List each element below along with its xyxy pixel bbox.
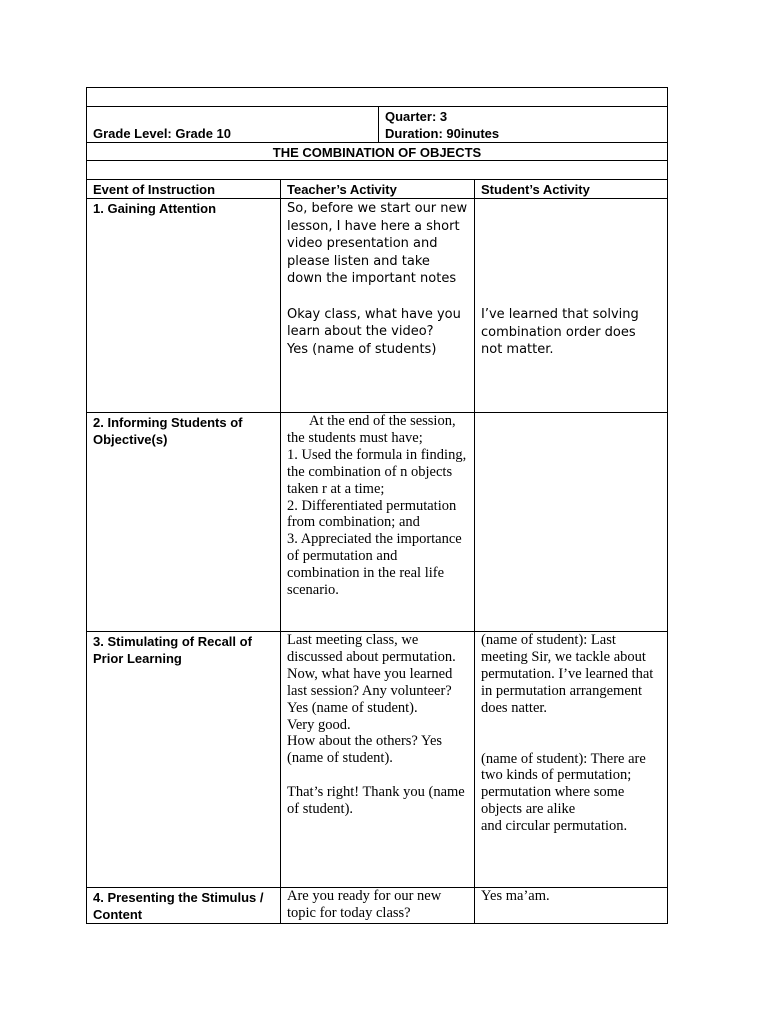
student-text: I’ve learned that solving combination order does not matter. [481,307,643,358]
table-row-4-teacher [280,887,475,924]
table-row-4-student [474,887,668,924]
event-label: 3. Stimulating of Recall of Prior Learning [93,634,252,666]
column-header-student [474,179,668,199]
table-row-1-teacher [280,198,475,413]
quarter: Quarter: 3 [385,109,448,124]
teacher-text: So, before we start our new lesson, I have here a short video presentation and please listen and take down the important notes [287,201,472,287]
title-cell [86,142,668,161]
table-row-1-student [474,198,668,413]
teacher-text: Are you ready for our new topic for today class? [287,888,445,921]
table-row-2-event [86,412,281,632]
grade-level-cell [86,106,379,143]
student-text: Yes ma’am. [481,888,550,904]
teacher-text: Okay class, what have you learn about the video? Yes (name of students) [287,306,461,357]
student-text: (name of student): Last meeting Sir, we tackle about permutation. I’ve learned that in permutation arrangement does natter. [481,632,657,716]
table-row-1-event [86,198,281,413]
table-row-2-teacher [280,412,475,632]
table-row-4-event [86,887,281,924]
empty-row-top [86,87,668,107]
quarter-duration-cell [378,106,668,143]
teacher-text: At the end of the session, the students must have; 1. Used the formula in finding, the combination of n objects taken r at a time; 2. Differentiated permutation from combination; and 3. Appreciated the importance of permutation and combination in the real life scenario. [287,413,467,599]
column-header-event-label: Event of Instruction [93,182,216,197]
table-row-3-student [474,631,668,888]
column-header-teacher [280,179,475,199]
event-label: 1. Gaining Attention [93,201,217,216]
teacher-text: That’s right! Thank you (name of student). [287,784,469,818]
teacher-text: Last meeting class, we discussed about permutation. Now, what have you learned last session? Any volunteer? Yes (name of student). Very good. How about the others? Yes (name of student). [287,632,456,767]
empty-row-middle [86,160,668,180]
table-row-3-event [86,631,281,888]
table-row-2-student [474,412,668,632]
grade-level: Grade Level: Grade 10 [93,126,232,141]
event-label: 2. Informing Students of Objective(s) [93,415,243,447]
table-row-3-teacher [280,631,475,888]
duration: Duration: 90inutes [385,126,500,141]
column-header-student-label: Student’s Activity [481,182,590,197]
student-text: (name of student): There are two kinds of permutation; permutation where some objects are alike and circular permutation. [481,750,646,835]
column-header-teacher-label: Teacher’s Activity [287,182,397,197]
lesson-title: THE COMBINATION OF OBJECTS [272,145,482,160]
event-label: 4. Presenting the Stimulus / Content [93,890,264,922]
column-header-event [86,179,281,199]
